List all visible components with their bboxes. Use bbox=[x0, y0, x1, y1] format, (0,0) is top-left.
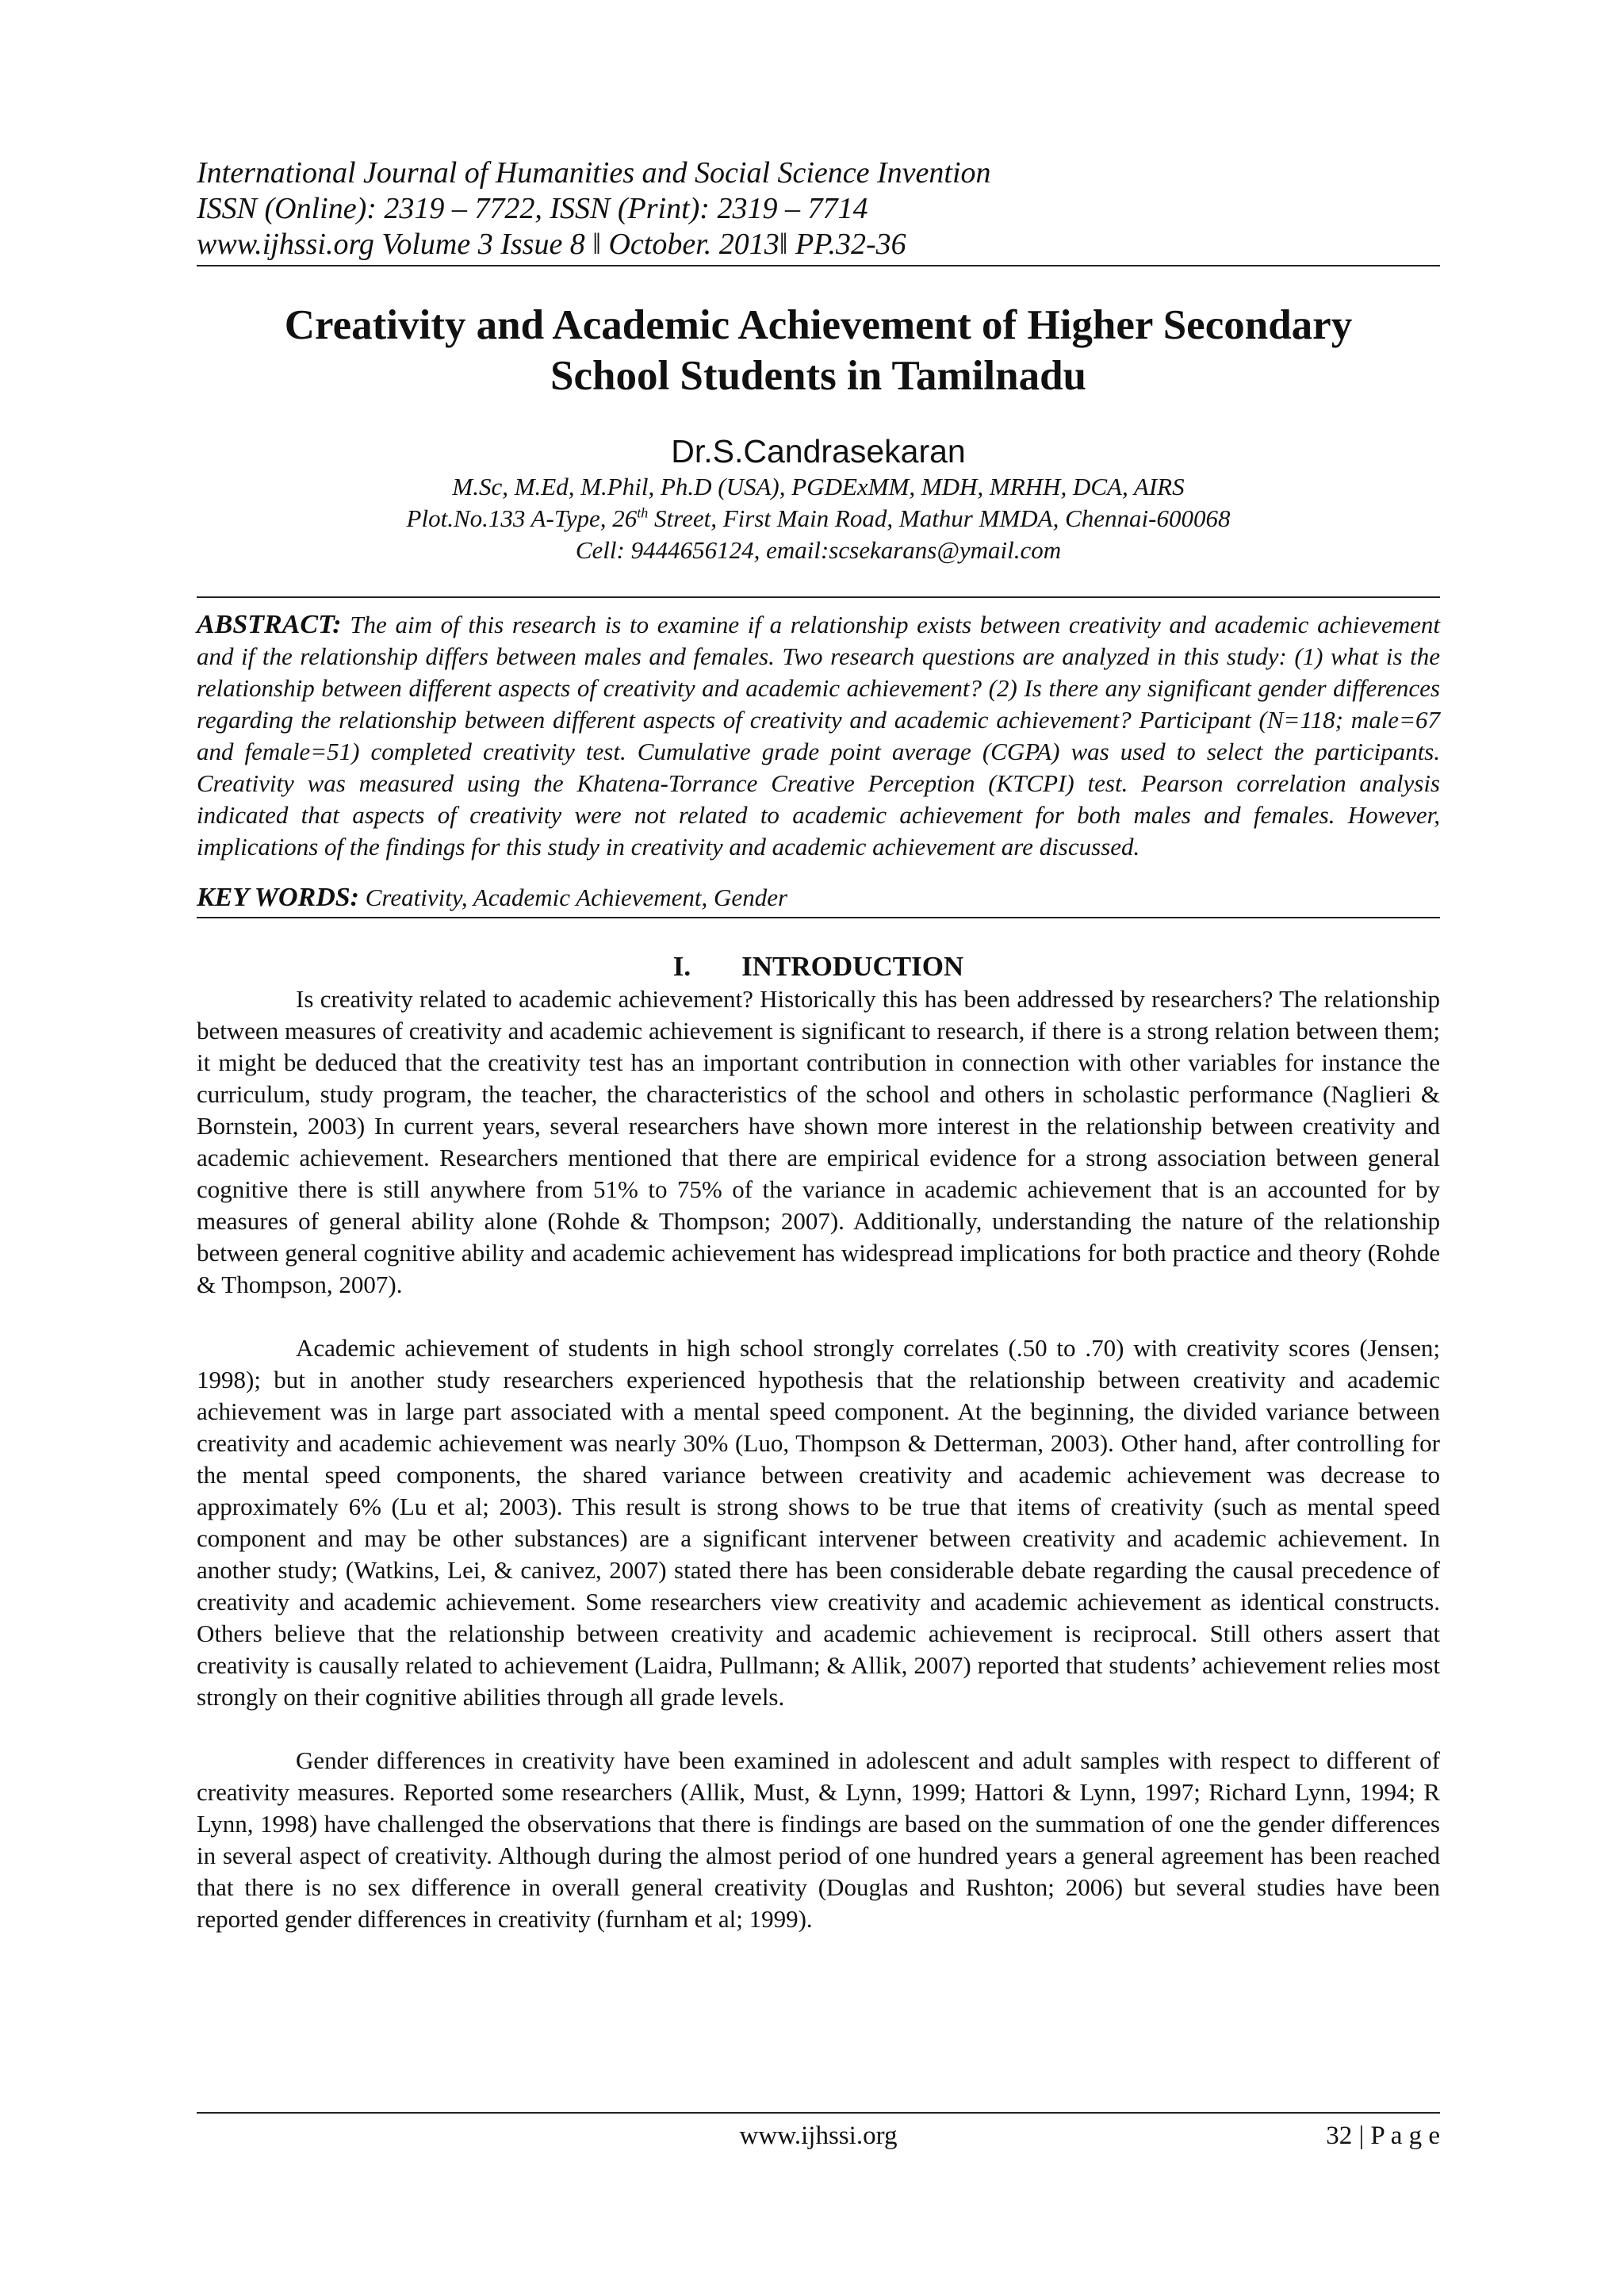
abstract-top-rule bbox=[197, 596, 1440, 598]
author-contact: Cell: 9444656124, email:scsekarans@ymail.com bbox=[575, 536, 1062, 564]
article-title bbox=[197, 300, 1440, 401]
author-qualifications: M.Sc, M.Ed, M.Phil, Ph.D (USA), PGDExMM, MDH, MRHH, DCA, AIRS bbox=[452, 473, 1185, 500]
keywords bbox=[197, 882, 1440, 914]
keywords-label: KEY WORDS: bbox=[197, 883, 359, 912]
address-part-2: Street, First Main Road, Mathur MMDA, Chennai-600068 bbox=[648, 504, 1231, 532]
section-heading-introduction bbox=[197, 950, 1440, 983]
keywords-text: Creativity, Academic Achievement, Gender bbox=[365, 884, 788, 911]
journal-name: International Journal of Humanities and Social Science Invention bbox=[197, 156, 991, 190]
keywords-rule bbox=[197, 917, 1440, 918]
paper-page bbox=[197, 155, 1440, 1935]
journal-header bbox=[197, 155, 1440, 263]
page-footer bbox=[197, 2112, 1440, 2161]
intro-paragraph-2: Academic achievement of students in high school strongly correlates (.50 to .70) with creativity scores (Jensen; 1998); but in another study researchers experienced hypothesis that the relationship between creativity and academic achievement was in large part associated with a mental speed component. At the beginning, the divided variance between creativity and academic achievement was nearly 30% (Luo, Thompson & Detterman, 2003). Other hand, after controlling for the mental speed components, the shared variance between creativity and academic achievement was decrease to approximately 6% (Lu et al; 2003). This result is strong shows to be true that items of creativity (such as mental speed component and may be other substances) are a significant intervener between creativity and academic achievement. In another study; (Watkins, Lei, & canivez, 2007) stated there has been considerable debate regarding the causal precedence of creativity and academic achievement. Some researchers view creativity and academic achievement as identical constructs. Others believe that the relationship between creativity and academic achievement is reciprocal. Still others assert that creativity is causally related to achievement (Laidra, Pullmann; & Allik, 2007) reported that students’ achievement relies most strongly on their cognitive abilities through all grade levels. bbox=[197, 1334, 1440, 1711]
footer-page-number: 32 | P a g e bbox=[1326, 2122, 1440, 2150]
abstract bbox=[197, 609, 1440, 863]
author-name: Dr.S.Candrasekaran bbox=[671, 433, 966, 470]
title-line-2: School Students in Tamilnadu bbox=[550, 353, 1087, 399]
author-address bbox=[197, 503, 1440, 535]
volume-line: www.ijhssi.org Volume 3 Issue 8 ǁ October. 2013ǁ PP.32-36 bbox=[197, 228, 906, 261]
intro-paragraph-1: Is creativity related to academic achievement? Historically this has been addressed by researchers? The relationship between measures of creativity and academic achievement is significant to research, if there is a strong relation between them; it might be deduced that the creativity test has an important contribution in connection with other variables for instance the curriculum, study program, the teacher, the characteristics of the school and others in scholastic performance (Naglieri & Bornstein, 2003) In current years, several researchers have shown more interest in the relationship between creativity and academic achievement. Researchers mentioned that there are empirical evidence for a strong association between general cognitive there is still anywhere from 51% to 75% of the variance in academic achievement that is an accounted for by measures of general ability alone (Rohde & Thompson; 2007). Additionally, understanding the nature of the relationship between general cognitive ability and academic achievement has widespread implications for both practice and theory (Rohde & Thompson, 2007). bbox=[197, 985, 1440, 1298]
footer-website: www.ijhssi.org bbox=[739, 2122, 898, 2150]
header-rule bbox=[197, 265, 1440, 266]
issn-line: ISSN (Online): 2319 – 7722, ISSN (Print): 2319 – 7714 bbox=[197, 192, 868, 225]
intro-paragraph-3: Gender differences in creativity have been examined in adolescent and adult samples with respect to different of creativity measures. Reported some researchers (Allik, Must, & Lynn, 1999; Hattori & Lynn, 1997; Richard Lynn, 1994; R Lynn, 1998) have challenged the observations that there is findings are based on the summation of one the gender differences in several aspect of creativity. Although during the almost period of one hundred years a general agreement has been reached that there is no sex difference in overall general creativity (Douglas and Rushton; 2006) but several studies have been reported gender differences in creativity (furnham et al; 1999). bbox=[197, 1746, 1440, 1933]
address-superscript: th bbox=[637, 504, 649, 521]
abstract-text: The aim of this research is to examine if a relationship exists between creativity and academic achievement and if the relationship differs between males and females. Two research questions are analyzed in this study: (1) what is the relationship between different aspects of creativity and academic achievement? (2) Is there any significant gender differences regarding the relationship between different aspects of creativity and academic achievement? Participant (N=118; male=67 and female=51) completed creativity test. Cumulative grade point average (CGPA) was used to select the participants. Creativity was measured using the Khatena-Torrance Creative Perception (KTCPI) test. Pearson correlation analysis indicated that aspects of creativity were not related to academic achievement for both males and females. However, implications of the findings for this study in creativity and academic achievement are discussed. bbox=[197, 611, 1440, 861]
title-line-1: Creativity and Academic Achievement of Higher Secondary bbox=[284, 302, 1353, 348]
section-number: I. bbox=[672, 951, 691, 982]
abstract-label: ABSTRACT: bbox=[197, 610, 342, 639]
address-part-1: Plot.No.133 A-Type, 26 bbox=[406, 504, 638, 532]
section-title: INTRODUCTION bbox=[741, 951, 964, 982]
